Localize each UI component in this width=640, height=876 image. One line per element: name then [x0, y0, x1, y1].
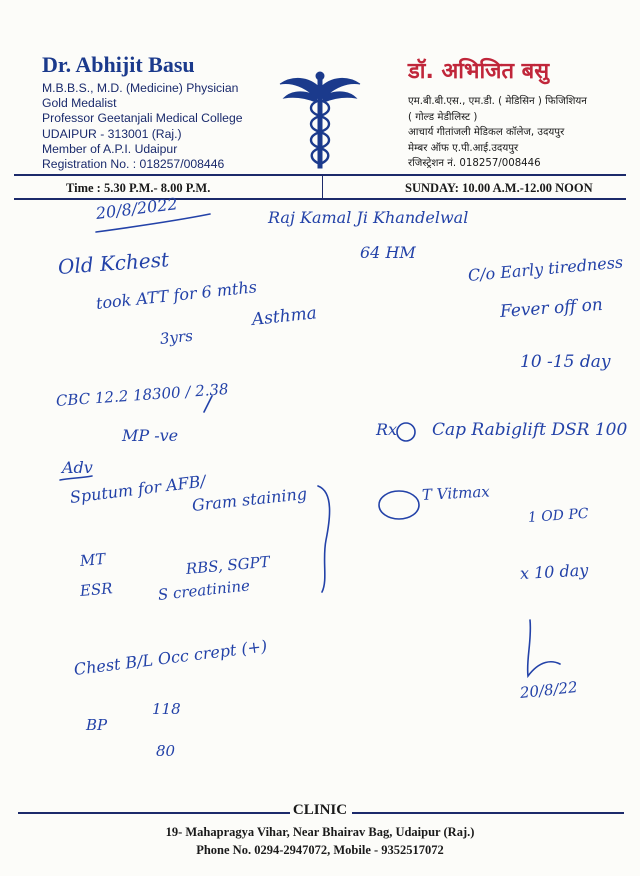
degree-hindi: एम.बी.बी.एस., एम.डी. ( मेडिसिन ) फिजिशियन: [408, 96, 587, 107]
history-line-1: Old Kchest: [57, 247, 170, 279]
prescription-date: 20/8/2022: [94, 194, 179, 223]
degree-english: M.B.B.S., M.D. (Medicine) Physician: [42, 81, 239, 95]
member-hindi: मेम्बर ऑफ ए.पी.आई.उदयपुर: [408, 142, 519, 154]
doctor-name-hindi: डॉ. अभिजित बसु: [408, 59, 550, 84]
position-hindi: आचार्य गीतांजली मेडिकल कॉलेज, उदयपुर: [408, 127, 565, 139]
position-english: Professor Geetanjali Medical College: [42, 111, 243, 126]
investigation-mt: MT: [79, 549, 107, 570]
sunday-time: SUNDAY: 10.00 A.M.-12.00 NOON: [405, 181, 593, 195]
doctor-name-english: Dr. Abhijit Basu: [42, 52, 195, 77]
clinic-label: CLINIC: [292, 802, 348, 818]
patient-name: Raj Kamal Ji Khandelwal: [268, 208, 469, 227]
clinic-address: 19- Mahapragya Vihar, Near Bhairav Bag, Udaipur (Raj.): [165, 825, 475, 839]
signature-mark: [528, 620, 560, 676]
rx-item-2-dose: 1 OD PC: [527, 505, 590, 526]
investigation-sputum: Sputum for AFB/: [68, 471, 207, 507]
history-line-2: took ATT for 6 mths: [95, 277, 258, 313]
member-english: Member of A.P.I. Udaipur: [42, 141, 178, 156]
investigation-rbs-sgpt: RBS, SGPT: [185, 552, 271, 578]
history-line-3: 3yrs: [159, 326, 194, 348]
bp-systolic: 118: [152, 700, 181, 718]
complaint-line-2: Fever off on: [499, 294, 604, 322]
clinic-phone: Phone No. 0294-2947072, Mobile - 9352517072: [196, 843, 444, 857]
history-line-4: Asthma: [250, 303, 318, 330]
medal-hindi: ( गोल्ड मेडीलिस्ट ): [408, 111, 478, 123]
investigation-esr: ESR: [79, 579, 114, 600]
complaint-line-3: 10 -15 day: [520, 352, 611, 372]
mp-result: MP -ve: [122, 426, 179, 445]
registration-hindi: रजिस्ट्रेशन नं. 018257/008446: [408, 158, 541, 170]
rx-item-2: T Vitmax: [421, 482, 491, 504]
signature-date: 20/8/22: [519, 678, 579, 702]
city-english: UDAIPUR - 313001 (Raj.): [42, 126, 182, 141]
registration-english: Registration No. : 018257/008446: [42, 157, 225, 172]
tablet-circle: [379, 491, 419, 519]
investigation-creatinine: S creatinine: [157, 576, 251, 604]
examination-chest: Chest B/L Occ crept (+): [72, 636, 269, 679]
advice-label: Adv: [62, 458, 93, 477]
investigation-staining: Gram staining: [191, 483, 308, 515]
cbc-result: CBC 12.2 18300 / 2.38: [55, 379, 230, 410]
patient-age-sex: 64 HM: [360, 243, 416, 262]
rx-item-1: Cap Rabiglift DSR 100: [432, 420, 628, 440]
duration: x 10 day: [519, 560, 589, 583]
investigation-bracket: [318, 486, 330, 592]
clinic-time: Time : 5.30 P.M.- 8.00 P.M.: [66, 181, 211, 195]
complaint-line-1: C/o Early tiredness: [467, 252, 624, 285]
rx-circle: [397, 423, 415, 441]
bp-label: BP: [86, 716, 108, 734]
medal-english: Gold Medalist: [42, 96, 117, 111]
rx-symbol: Rx: [376, 420, 398, 439]
bp-diastolic: 80: [156, 742, 176, 760]
